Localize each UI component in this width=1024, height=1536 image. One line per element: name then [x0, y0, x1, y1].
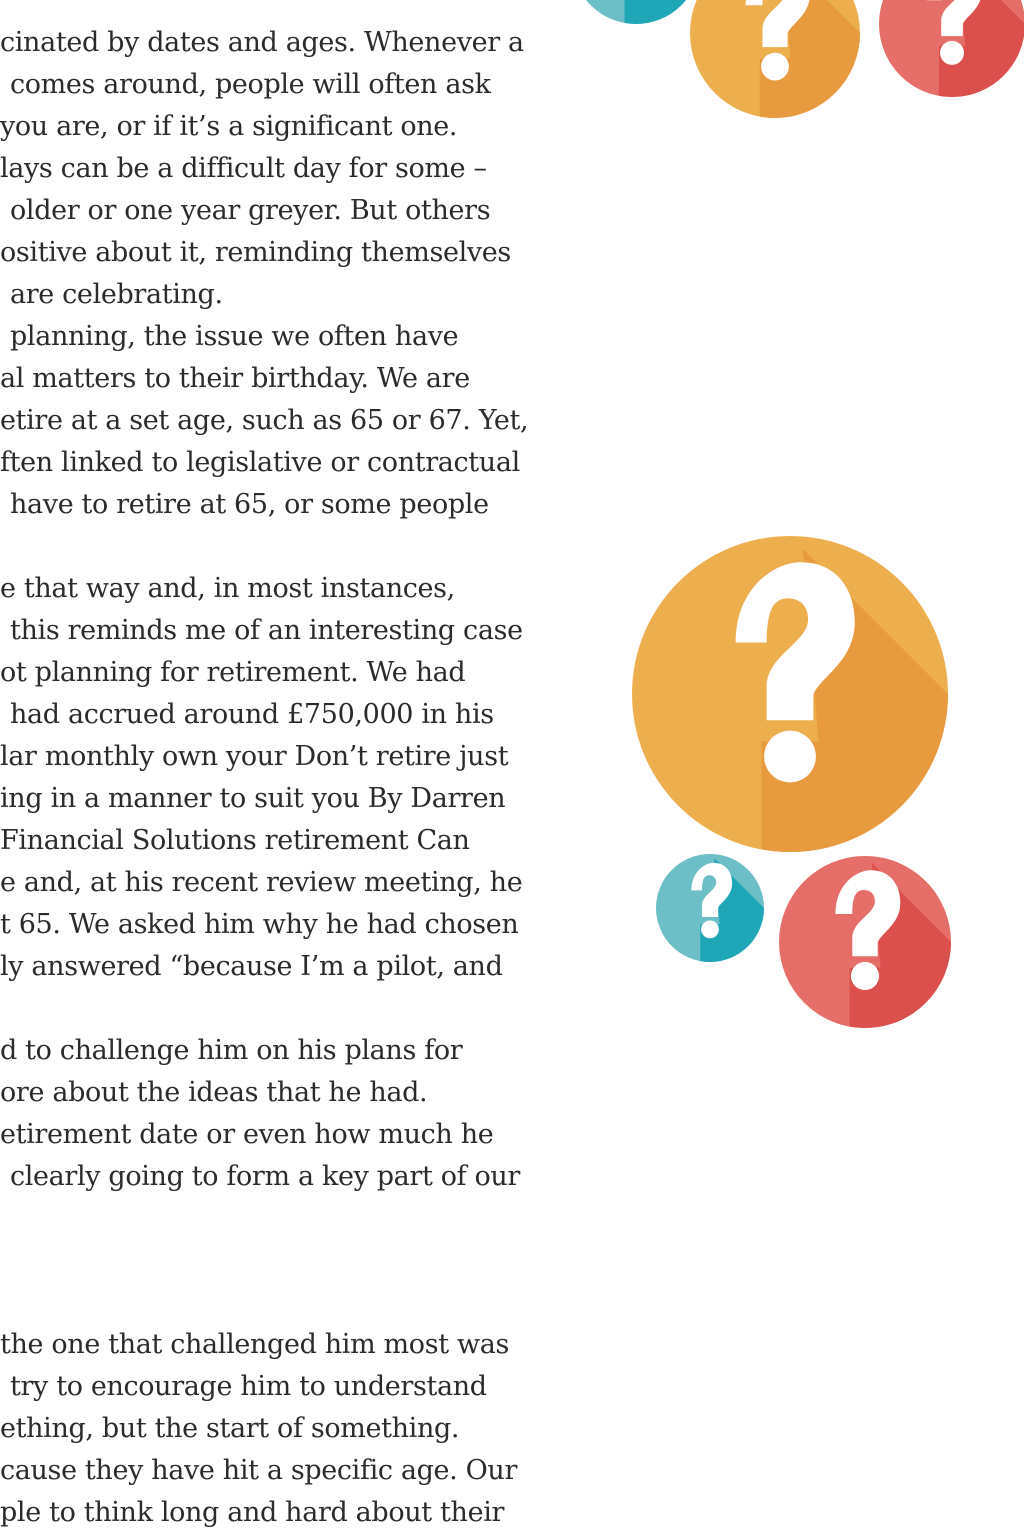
article-line: have to retire at 65, or some people — [10, 489, 489, 520]
article-line: ething, but the start of something. — [0, 1413, 460, 1444]
article-line: lar monthly own your Don’t retire just — [0, 741, 509, 772]
article-line: ple to think long and hard about their — [0, 1497, 505, 1528]
article-line: etirement date or even how much he — [0, 1119, 494, 1150]
article-line: had accrued around £750,000 in his — [10, 699, 494, 730]
article-line: ing in a manner to suit you By Darren — [0, 783, 506, 814]
article-line: cinated by dates and ages. Whenever a — [0, 27, 524, 58]
article-line: this reminds me of an interesting case — [10, 615, 523, 646]
article-line: planning, the issue we often have — [10, 321, 459, 352]
article-line: etire at a set age, such as 65 or 67. Yet, — [0, 405, 529, 436]
article-line: you are, or if it’s a significant one. — [0, 111, 458, 142]
article-line: clearly going to form a key part of our — [10, 1161, 520, 1192]
question-circle-red-icon — [779, 856, 1024, 1114]
article-line: ot planning for retirement. We had — [0, 657, 466, 688]
question-circle-red-icon — [879, 0, 1024, 170]
article-line: Financial Solutions retirement Can — [0, 825, 470, 856]
article-line: are celebrating. — [10, 279, 223, 310]
article-line: ly answered “because I’m a pilot, and — [0, 951, 503, 982]
article-line: ore about the ideas that he had. — [0, 1077, 428, 1108]
article-line: ositive about it, reminding themselves — [0, 237, 511, 268]
article-line: ften linked to legislative or contractual — [0, 447, 520, 478]
article-line: e that way and, in most instances, — [0, 573, 455, 604]
article-line: older or one year greyer. But others — [10, 195, 491, 226]
article-line: al matters to their birthday. We are — [0, 363, 470, 394]
article-line: comes around, people will often ask — [10, 69, 491, 100]
article-line: lays can be a difficult day for some – — [0, 153, 487, 184]
article-line: the one that challenged him most was — [0, 1329, 509, 1360]
article-line: e and, at his recent review meeting, he — [0, 867, 523, 898]
article-line: cause they have hit a specific age. Our — [0, 1455, 518, 1486]
article-line: try to encourage him to understand — [10, 1371, 487, 1402]
article-line: d to challenge him on his plans for — [0, 1035, 463, 1066]
article-line: t 65. We asked him why he had chosen — [0, 909, 519, 940]
